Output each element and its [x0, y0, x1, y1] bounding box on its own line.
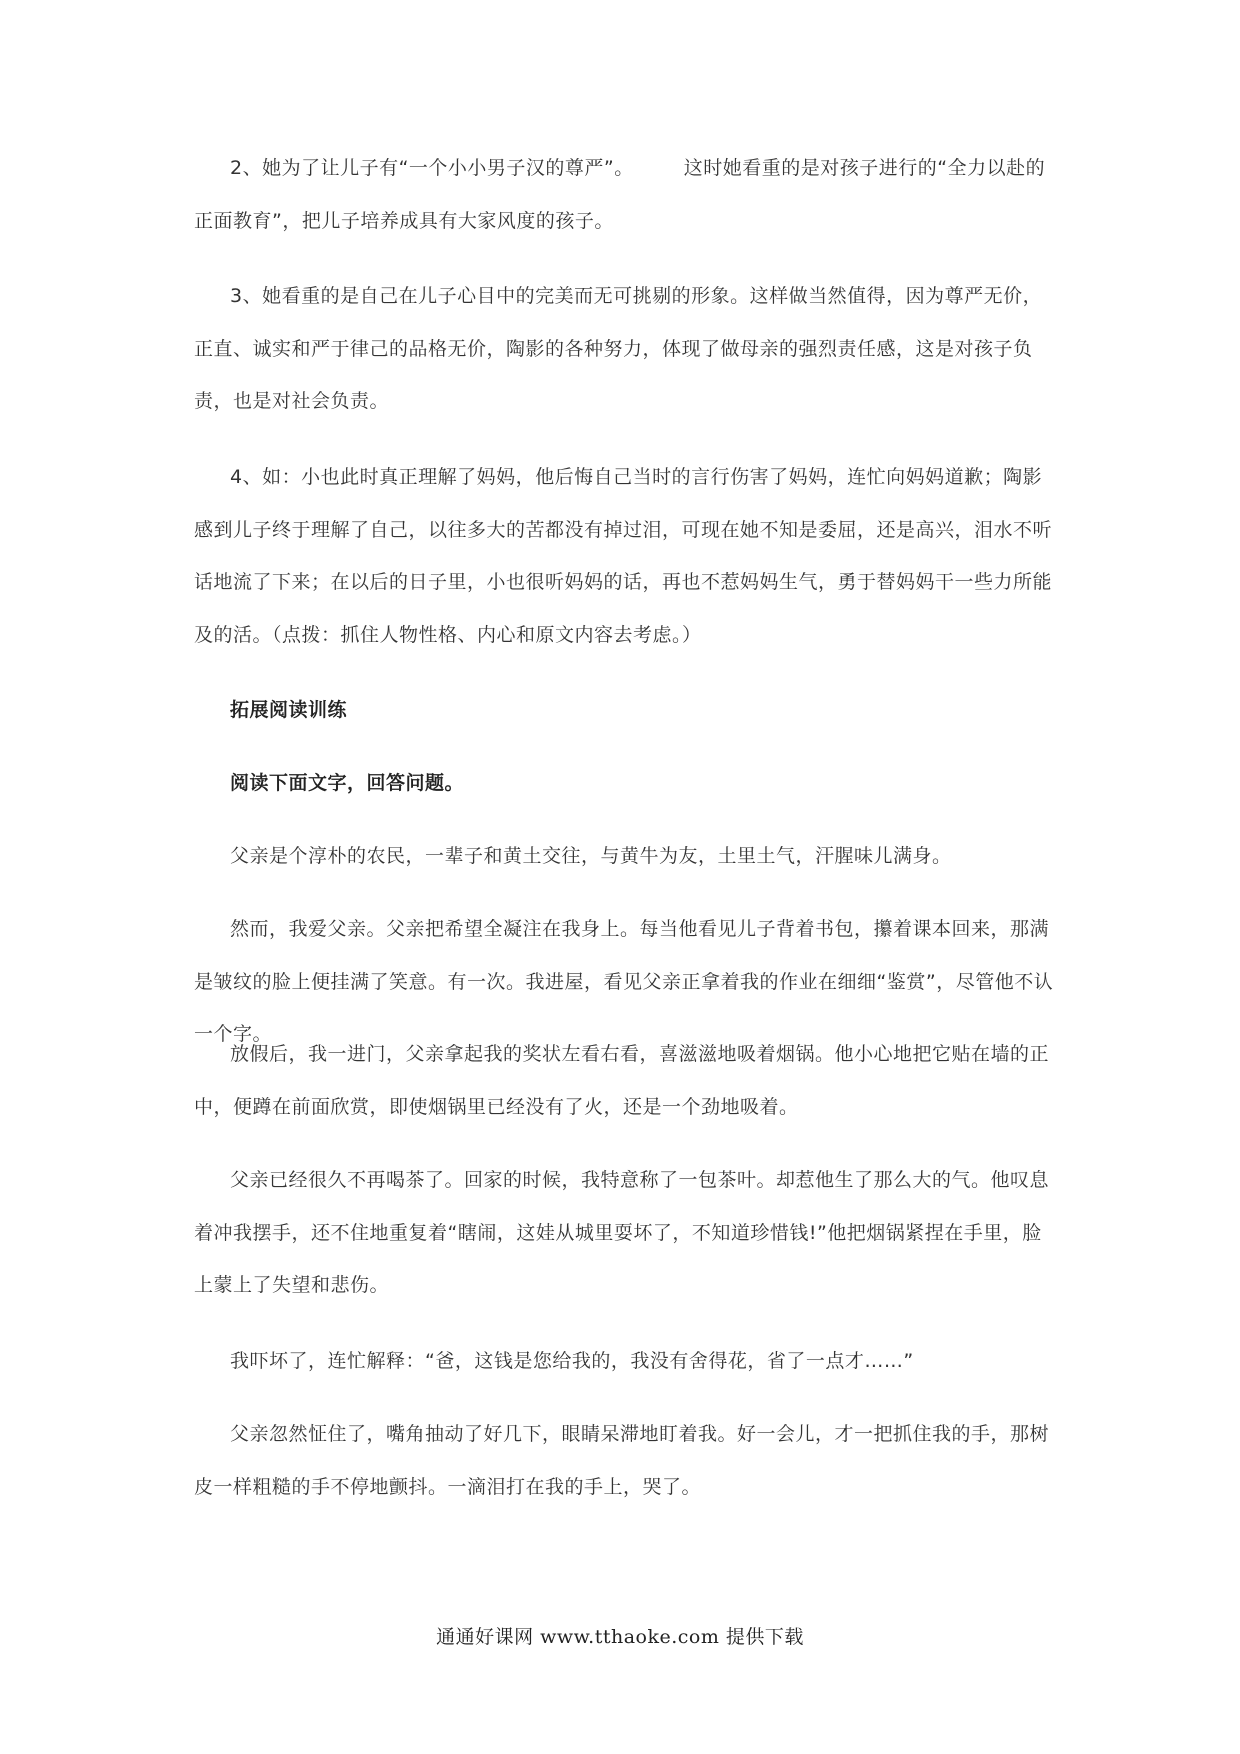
answer-3: 3、她看重的是自己在儿子心目中的完美而无可挑剔的形象。这样做当然值得，因为尊严无价，正直、诚实和严于律己的品格无价，陶影的各种努力，体现了做母亲的强烈责任感，这是对孩子负责，也是对社会负责。	[194, 285, 1043, 412]
passage-paragraph-2: 然而，我爱父亲。父亲把希望全凝注在我身上。每当他看见儿子背着书包，攥着课本回来，那满是皱纹的脸上便挂满了笑意。有一次。我进屋，看见父亲正拿着我的作业在细细“鉴赏”，尽管他不认一个字。	[194, 918, 1054, 1045]
passage-paragraph-5: 我吓坏了，连忙解释：“爸，这钱是您给我的，我没有舍得花，省了一点才……”	[230, 1350, 914, 1372]
page-footer: 通通好课网 www.tthaoke.com 提供下载	[436, 1626, 804, 1648]
answer-4: 4、如：小也此时真正理解了妈妈，他后悔自己当时的言行伤害了妈妈，连忙向妈妈道歉；陶影感到儿子终于理解了自己，以往多大的苦都没有掉过泪，可现在她不知是委屈，还是高兴，泪水不听话地流了下来；在以后的日子里，小也很听妈妈的话，再也不惹妈妈生气，勇于替妈妈干一些力所能及的活。（点拨：抓住人物性格、内心和原文内容去考虑。）	[194, 466, 1053, 646]
reading-instruction: 阅读下面文字，回答问题。	[230, 772, 465, 794]
passage-paragraph-4: 父亲已经很久不再喝茶了。回家的时候，我特意称了一包茶叶。却惹他生了那么大的气。他叹息着冲我摆手，还不住地重复着“瞎闹，这娃从城里耍坏了，不知道珍惜钱!”他把烟锅紧捏在手里，脸上蒙上了失望和悲伤。	[194, 1169, 1050, 1296]
section-heading: 拓展阅读训练	[230, 699, 348, 721]
passage-paragraph-6: 父亲忽然怔住了，嘴角抽动了好几下，眼睛呆滞地盯着我。好一会儿，才一把抓住我的手，那树皮一样粗糙的手不停地颤抖。一滴泪打在我的手上，哭了。	[194, 1423, 1050, 1498]
answer-2-part-1: 2、她为了让儿子有“一个小小男子汉的尊严”。	[230, 157, 634, 179]
passage-paragraph-1: 父亲是个淳朴的农民，一辈子和黄土交往，与黄牛为友，土里土气，汗腥味儿满身。	[230, 845, 952, 867]
answer-2-part-2: 这时她看重的是对孩子进行的“全力以赴的正面教育”，把儿子培养成具有大家风度的孩子。	[194, 157, 1046, 232]
passage-paragraph-3: 放假后，我一进门，父亲拿起我的奖状左看右看，喜滋滋地吸着烟锅。他小心地把它贴在墙的正中，便蹲在前面欣赏，即使烟锅里已经没有了火，还是一个劲地吸着。	[194, 1043, 1050, 1118]
answer-2	[194, 142, 1054, 247]
